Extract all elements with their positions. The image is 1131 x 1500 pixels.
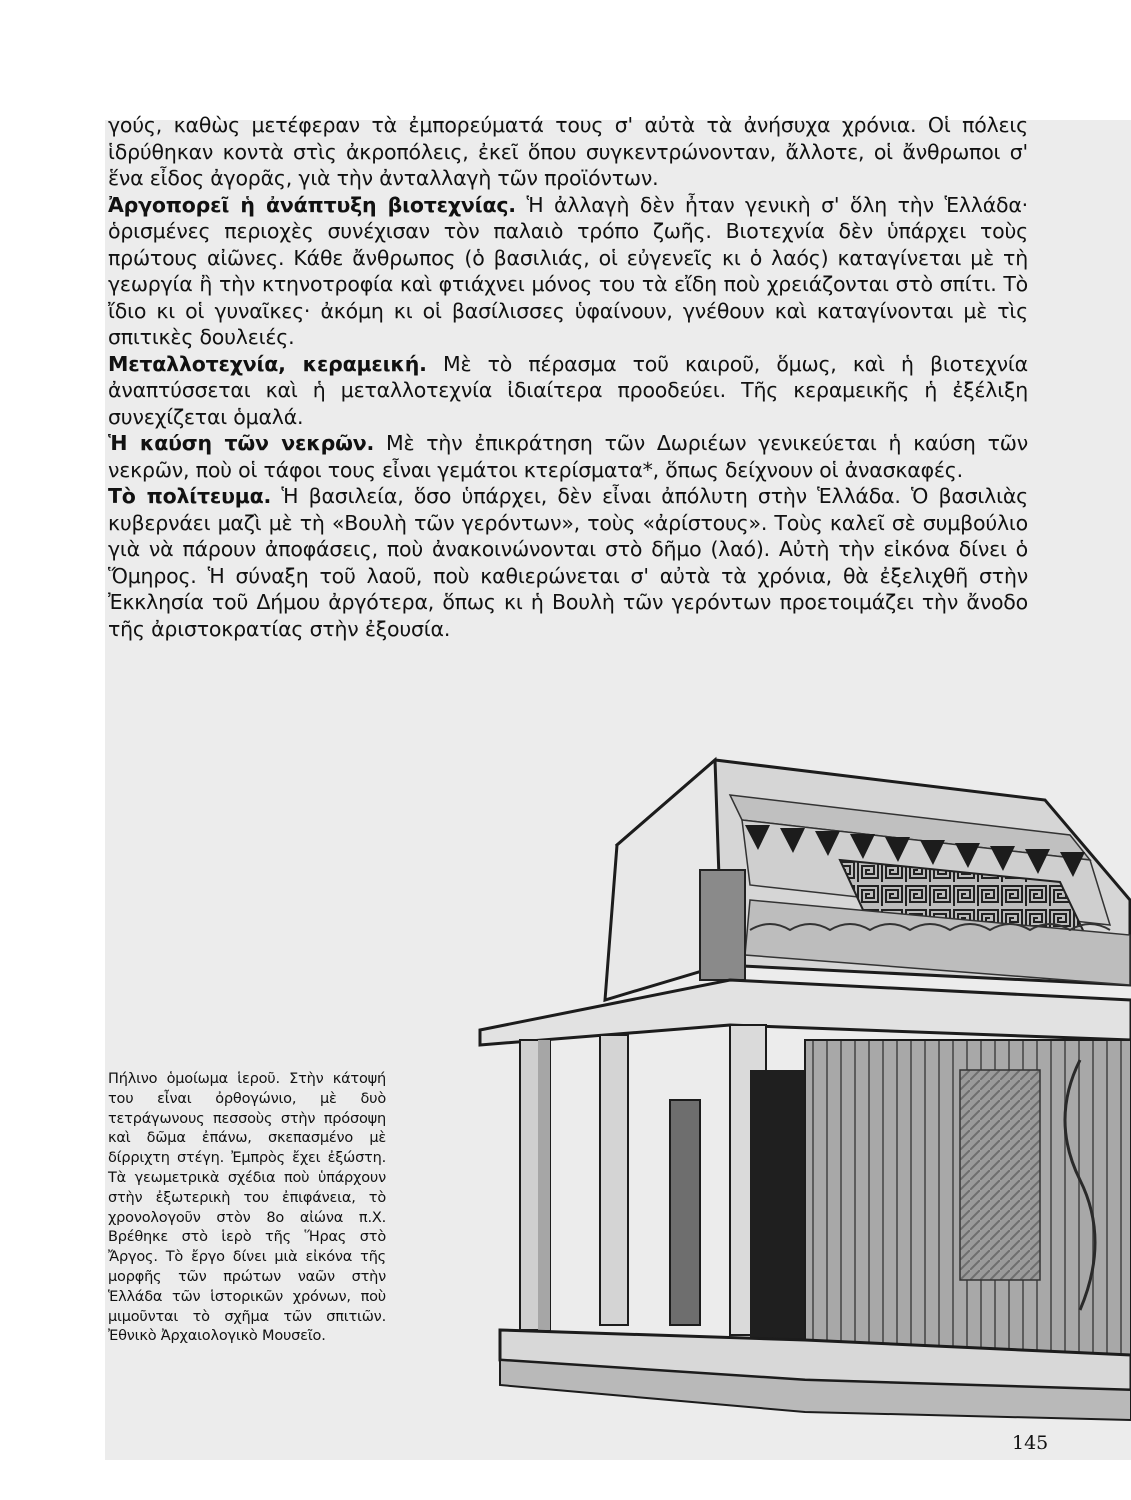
paragraph-continuation xyxy=(108,112,1028,192)
paragraph-heading: Ἀργοπορεῖ ἡ ἀνάπτυξη βιοτεχνίας. xyxy=(108,192,516,217)
figure-caption: Πήλινο ὁμοίωμα ἱεροῦ. Στὴν κάτοψή του εἶναι ὀρθογώνιο, μὲ δυὸ τετράγωνους πεσσοὺς στὴν πρόσοψη καὶ δῶμα ἐπάνω, σκεπασμένο μὲ δίρριχτη στέγη. Ἐμπρὸς ἔχει ἐξώστη. Τὰ γεωμετρικὰ σχέδια ποὺ ὑπάρχουν στὴν ἐξωτερικὴ του ἐπιφάνεια, τὸ χρονολογοῦν στὸν 8ο αἰώνα π.Χ. Βρέθηκε στὸ ἱερὸ τῆς Ἥρας στὸ Ἄργος. Τὸ ἔργο δίνει μιὰ εἰκόνα τῆς μορφῆς τῶν πρώτων ναῶν στὴν Ἑλλάδα τῶν ἱστορικῶν χρόνων, ποὺ μιμοῦνται τὸ σχῆμα τῶν σπιτιῶν. Ἐθνικὸ Ἀρχαιολογικὸ Μουσεῖο. xyxy=(108,1071,386,1345)
paragraph-text: Μὲ τὸ πέρασμα τοῦ καιροῦ, ὅμως, καὶ ἡ βιοτεχνία ἀναπτύσσεται καὶ ἡ μεταλλοτεχνία ἰδιαίτερα προοδεύει. Τῆς κεραμεικῆς ἡ ἐξέλιξη συνεχίζεται ὁμαλά. xyxy=(108,351,1028,429)
paragraph-heading: Τὸ πολίτευμα. xyxy=(108,484,272,508)
paragraph-text: Ἡ ἀλλαγὴ δὲν ἦταν γενικὴ σ' ὅλη τὴν Ἑλλάδα· ὁρισμένες περιοχὲς συνέχισαν τὸν παλαιὸ τρόπο ζωῆς. Βιοτεχνία δὲν ὑπάρχει τοὺς πρώτους αἰῶνες. Κάθε ἄνθρωπος (ὁ βασιλιάς, οἱ εὐγενεῖς κι ὁ λαός) καταγίνεται μὲ τὴ γεωργία ἢ τὴν κτηνοτροφία καὶ φτιάχνει μόνος του τὰ εἴδη ποὺ χρειάζονται στὸ σπίτι. Τὸ ἴδιο κι οἱ γυναῖκες· ἀκόμη κι οἱ βασίλισσες ὑφαίνουν, γνέθουν καὶ καταγίνονται μὲ τὶς σπιτικὲς δουλειές. xyxy=(108,192,1028,349)
paragraph-crafts xyxy=(108,192,1028,351)
paragraph-metalwork xyxy=(108,351,1028,431)
page-number: 145 xyxy=(1012,1432,1049,1454)
paragraph-heading: Ἡ καύση τῶν νεκρῶν. xyxy=(108,431,375,455)
paragraph-heading: Μεταλλοτεχνία, κεραμεική. xyxy=(108,351,427,376)
paragraph-text: Μὲ τὴν ἐπικράτηση τῶν Δωριέων γενικεύεται ἡ καύση τῶν νεκρῶν, ποὺ οἱ τάφοι τους εἶναι γεμάτοι κτερίσματα*, ὅπως δείχνουν οἱ ἀνασκαφές. xyxy=(108,431,1028,482)
paragraph-cremation xyxy=(108,430,1028,483)
paragraph-text: γούς, καθὼς μετέφεραν τὰ ἐμπορεύματά τους σ' αὐτὰ τὰ ἀνήσυχα χρόνια. Οἱ πόλεις ἱδρύθηκαν κοντὰ στὶς ἀκροπόλεις, ἐκεῖ ὅπου συγκεντρώνονταν, ἄλλοτε, οἱ ἄνθρωποι σ' ἕνα εἶδος ἀγορᾶς, γιὰ τὴν ἀνταλλαγὴ τῶν προϊόντων. xyxy=(108,113,1028,190)
paragraph-polity xyxy=(108,483,1028,642)
paragraph-text: Ἡ βασιλεία, ὅσο ὑπάρχει, δὲν εἶναι ἀπόλυτη στὴν Ἑλλάδα. Ὁ βασιλιὰς κυβερνάει μαζὶ μὲ τὴ «Βουλὴ τῶν γερόντων», τοὺς «ἀρίστους». Τοὺς καλεῖ σὲ συμβούλιο γιὰ νὰ πάρουν ἀποφάσεις, ποὺ ἀνακοινώνονται στὸ δῆμο (λαό). Αὐτὴ τὴν εἰκόνα δίνει ὁ Ὅμηρος. Ἡ σύναξη τοῦ λαοῦ, ποὺ καθιερώνεται σ' αὐτὰ τὰ χρόνια, θὰ ἐξελιχθῆ στὴν Ἐκκλησία τοῦ Δήμου ἀργότερα, ὅπως κι ἡ Βουλὴ τῶν γερόντων προετοιμάζει τὴν ἄνοδο τῆς ἀριστοκρατίας στὴν ἐξουσία. xyxy=(108,484,1028,641)
temple-model-photo xyxy=(400,740,1131,1460)
article-body xyxy=(108,112,1028,642)
